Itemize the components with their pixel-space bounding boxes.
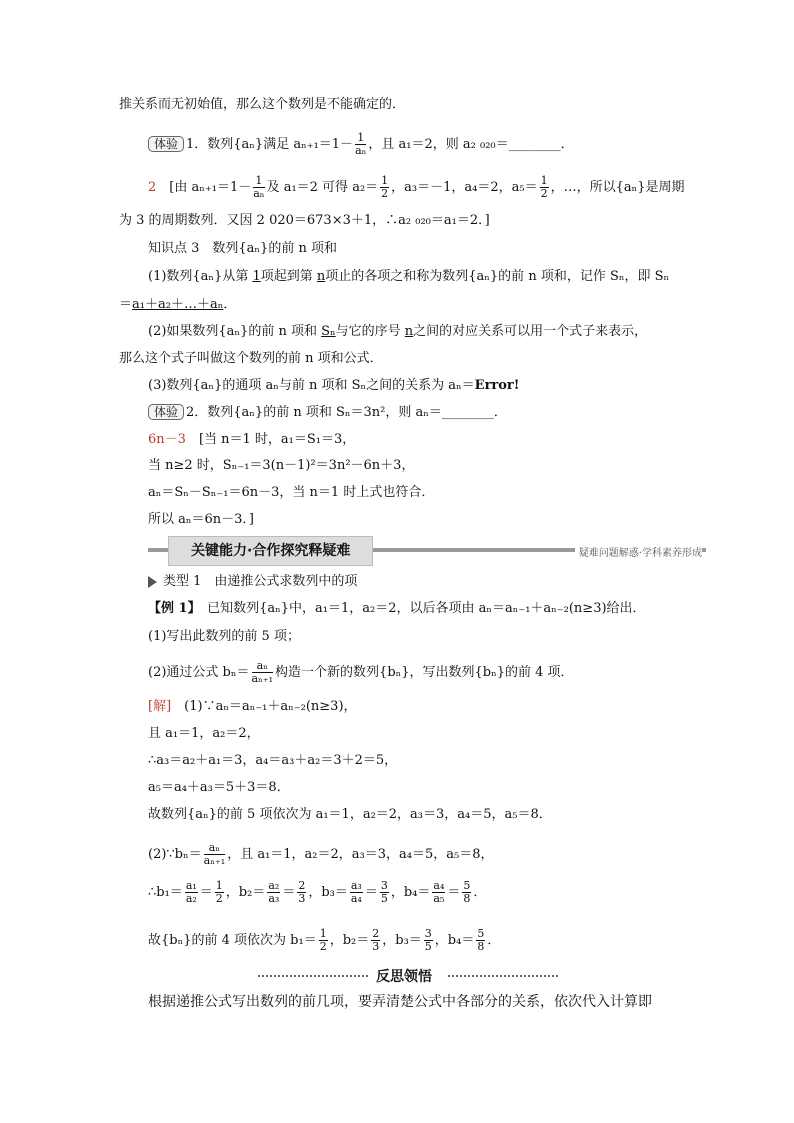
text-line: (2)∵bₙ＝ $\frac{\text{aₙ}}{\text{aₙ₊₁}}$ ，且 a₁＝1，a₂＝2，a₃＝3，a₄＝5，a₅＝8，	[148, 841, 494, 867]
play-arrow-icon	[148, 576, 157, 588]
exercise-2-solution: 6n－3 [当 n＝1 时，a₁＝S₁＝3，	[148, 432, 356, 447]
text-line: ∴a₃＝a₂＋a₁＝3，a₄＝a₃＋a₂＝3＋2＝5，	[148, 753, 398, 768]
solution-label: [解]	[148, 699, 172, 714]
text-line: ＝a₁＋a₂＋…＋aₙ．	[119, 297, 237, 312]
exercise-1-question: 体验 1．数列{aₙ}满足 aₙ₊₁＝1－ $\frac{1}{\text{aₙ}}$ ，且 a₁＝2，则 a₂ ₀₂₀＝________．	[148, 132, 574, 157]
tiyan-badge: 体验	[148, 136, 184, 152]
text-line: 为 3 的周期数列．又因 2 020＝673×3＋1，∴a₂ ₀₂₀＝a₁＝2．]	[119, 213, 490, 228]
text-line: 当 n≥2 时，Sₙ₋₁＝3(n－1)²＝3n²－6n＋3，	[148, 458, 415, 473]
text-line: 推关系而无初始值，那么这个数列是不能确定的．	[119, 97, 406, 112]
solution-line: [解] (1)∵aₙ＝aₙ₋₁＋aₙ₋₂(n≥3)，	[148, 699, 357, 714]
answer: 6n－3	[148, 432, 186, 447]
fraction: $\frac{1}{\text{aₙ}}$	[355, 131, 367, 157]
exercise-1-solution: 2 [由 aₙ₊₁＝1－ $\frac{1}{\text{aₙ}}$ 及 a₁＝2 可得 a₂＝ $\frac{1}{2}$ ，a₃＝－1，a₄＝2，a₅＝ $\frac{1}{2}$ ，…，所以{aₙ}是周期	[148, 174, 685, 200]
text-line: (1)数列{aₙ}从第 1项起到第 n项止的各项之和称为数列{aₙ}的前 n 项和，记作 Sₙ，即 Sₙ	[148, 269, 670, 284]
exercise-2-question: 体验 2．数列{aₙ}的前 n 项和 Sₙ＝3n²，则 aₙ＝________．	[148, 404, 507, 420]
text-line: aₙ＝Sₙ－Sₙ₋₁＝6n－3，当 n＝1 时上式也符合．	[148, 485, 435, 500]
text-line: 且 a₁＝1，a₂＝2，	[148, 726, 260, 741]
text-line: (2)如果数列{aₙ}的前 n 项和 Sₙ与它的序号 n之间的对应关系可以用一个式子来表示，	[148, 324, 648, 339]
text-line: 根据递推公式写出数列的前几项，要弄清楚公式中各部分的关系，依次代入计算即	[148, 994, 652, 1010]
type-heading: 类型 1 由递推公式求数列中的项	[148, 575, 357, 588]
text-line: 所以 aₙ＝6n－3．]	[148, 512, 254, 527]
text-line: 故{bₙ}的前 4 项依次为 b₁＝ $\frac{1}{2}$ ，b₂＝ $\frac{2}{3}$ ，b₃＝ $\frac{3}{5}$ ，b₄＝ $\frac{5}{8}$ ．	[148, 927, 501, 953]
tiyan-badge: 体验	[148, 404, 184, 420]
text-line: (1)写出此数列的前 5 项；	[148, 629, 300, 644]
answer: 2	[148, 180, 157, 195]
text-line: 故数列{aₙ}的前 5 项依次为 a₁＝1，a₂＝2，a₃＝3，a₄＝5，a₅＝8．	[148, 807, 552, 822]
section-title: 关键能力·合作探究释疑难	[168, 536, 373, 566]
text-line: (3)数列{aₙ}的通项 aₙ与前 n 项和 Sₙ之间的关系为 aₙ＝Error!	[148, 378, 520, 393]
text-line: a₅＝a₄＋a₃＝5＋3＝8．	[148, 780, 290, 795]
text-line: (2)通过公式 bₙ＝ $\frac{\text{aₙ}}{\text{aₙ₊₁}}$ 构造一个新的数列{bₙ}，写出数列{bₙ}的前 4 项．	[148, 659, 574, 685]
section-subtitle: 疑难问题解惑·学科素养形成	[575, 544, 702, 559]
text-line: ∴b₁＝ $\frac{\text{a₁}}{\text{a₂}}$ ＝ $\frac{1}{2}$ ，b₂＝ $\frac{\text{a₂}}{\text{a₃}}$ ＝ $\frac{2}{3}$ ，b₃＝ $\frac{\text{a₃}}{\text{a₄}}$ ＝ $\frac{3}{5}$ ，b₄＝ $\frac{\text{a₄}}{\text{a₅}}$ ＝ $\frac{5}{8}$ ．	[148, 879, 487, 905]
example-1: 【例 1】 已知数列{aₙ}中，a₁＝1，a₂＝2，以后各项由 aₙ＝aₙ₋₁＋aₙ₋₂(n≥3)给出．	[148, 601, 646, 616]
reflect-heading: 反思领悟	[258, 966, 558, 986]
section-band	[148, 536, 706, 564]
knowledge-point-3: 知识点 3 数列{aₙ}的前 n 项和	[148, 241, 337, 256]
text-line: 那么这个式子叫做这个数列的前 n 项和公式．	[119, 351, 383, 366]
